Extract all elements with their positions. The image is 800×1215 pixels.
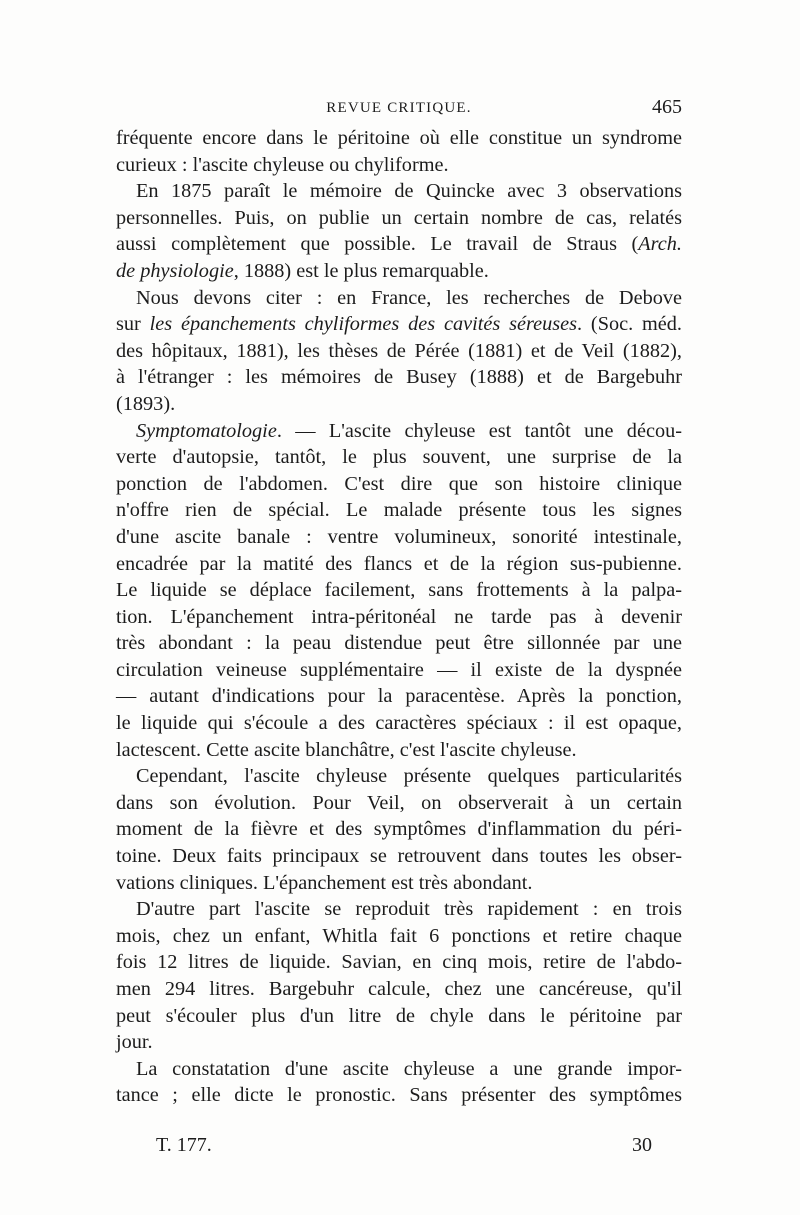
text-segment: d'une ascite banale : ventre volumineux, sonorité intestinale, [116, 525, 682, 548]
italic-text-segment: Arch. [638, 233, 682, 256]
running-title: REVUE CRITIQUE. [326, 100, 472, 116]
text-segment: moment de la fièvre et des symptômes d'inflammation du péri- [116, 818, 682, 841]
text-segment: tion. L'épanchement intra-péritonéal ne tarde pas à devenir [116, 605, 682, 628]
body-text [116, 125, 682, 1109]
text-line [116, 657, 682, 684]
text-segment: n'offre rien de spécial. Le malade présente tous les signes [116, 499, 682, 522]
text-segment: des hôpitaux, 1881), les thèses de Pérée (1881) et de Veil (1882), [116, 339, 682, 362]
text-segment: ponction de l'abdomen. C'est dire que son histoire clinique [116, 472, 682, 495]
text-segment: Nous devons citer : en France, les recherches de Debove [136, 286, 682, 309]
text-line [116, 949, 682, 976]
text-segment: Le liquide se déplace facilement, sans frottements à la palpa- [116, 579, 682, 602]
text-line [116, 444, 682, 471]
text-segment: circulation veineuse supplémentaire — il existe de la dyspnée [116, 658, 682, 681]
text-line [116, 923, 682, 950]
text-segment: . (Soc. méd. [577, 313, 682, 336]
text-line [116, 125, 682, 152]
text-segment: jour. [116, 1031, 153, 1054]
text-segment: vations cliniques. L'épanchement est très abondant. [116, 871, 533, 894]
text-segment: lactescent. Cette ascite blanchâtre, c'est l'ascite chyleuse. [116, 738, 577, 761]
text-segment: dans son évolution. Pour Veil, on observerait à un certain [116, 791, 682, 814]
text-line [116, 1003, 682, 1030]
text-line [116, 364, 682, 391]
text-line [116, 338, 682, 365]
text-line [116, 604, 682, 631]
text-segment: personnelles. Puis, on publie un certain nombre de cas, relatés [116, 206, 682, 229]
text-segment: (1893). [116, 392, 176, 415]
text-line [116, 577, 682, 604]
text-segment: — autant d'indications pour la paracentèse. Après la ponction, [116, 685, 682, 708]
text-segment: La constatation d'une ascite chyleuse a une grande impor- [136, 1057, 682, 1080]
text-line [116, 152, 682, 179]
text-line [116, 630, 682, 657]
text-segment: fréquente encore dans le péritoine où elle constitue un syndrome [116, 127, 682, 149]
page-footer [116, 1134, 682, 1164]
text-line [116, 816, 682, 843]
volume-signature: T. 177. [156, 1134, 212, 1156]
text-segment: Cependant, l'ascite chyleuse présente quelques particularités [136, 765, 682, 788]
text-segment: encadrée par la matité des flancs et de la région sus-pubienne. [116, 552, 682, 575]
text-segment: aussi complètement que possible. Le travail de Straus ( [116, 233, 639, 256]
text-segment: , 1888) est le plus remarquable. [233, 259, 489, 282]
text-line [116, 497, 682, 524]
text-segment: verte d'autopsie, tantôt, le plus souvent, une surprise de la [116, 446, 682, 469]
text-line [116, 205, 682, 232]
text-line [116, 896, 682, 923]
text-line [116, 471, 682, 498]
sheet-number: 30 [632, 1134, 652, 1156]
text-line [116, 790, 682, 817]
text-segment: à l'étranger : les mémoires de Busey (1888) et de Bargebuhr [116, 366, 682, 389]
text-line [116, 311, 682, 338]
text-line [116, 524, 682, 551]
text-line [116, 976, 682, 1003]
text-segment: . — L'ascite chyleuse est tantôt une décou- [276, 419, 682, 442]
text-segment: tance ; elle dicte le pronostic. Sans présenter des symptômes [116, 1084, 682, 1107]
text-segment: très abondant : la peau distendue peut être sillonnée par une [116, 632, 682, 655]
text-segment: peut s'écouler plus d'un litre de chyle dans le péritoine par [116, 1004, 682, 1027]
page-number: 465 [652, 96, 682, 118]
text-line [116, 683, 682, 710]
text-line [116, 551, 682, 578]
text-segment: le liquide qui s'écoule a des caractères spéciaux : il est opaque, [116, 712, 682, 735]
text-line [116, 1029, 682, 1056]
italic-text-segment: les épanchements chyliformes des cavités séreuses [149, 313, 578, 336]
text-segment: toine. Deux faits principaux se retrouvent dans toutes les obser- [116, 845, 682, 868]
text-line [116, 870, 682, 897]
text-line [116, 763, 682, 790]
text-line [116, 418, 682, 445]
text-line [116, 285, 682, 312]
text-segment: men 294 litres. Bargebuhr calcule, chez une cancéreuse, qu'il [116, 978, 682, 1000]
text-line [116, 843, 682, 870]
text-line [116, 231, 682, 258]
italic-text-segment: Symptomatologie [136, 419, 277, 442]
text-line [116, 258, 682, 285]
text-segment: D'autre part l'ascite se reproduit très rapidement : en trois [136, 898, 682, 921]
italic-text-segment: de physiologie [116, 259, 234, 282]
text-segment: curieux : l'ascite chyleuse ou chyliforme. [116, 153, 449, 176]
text-line [116, 1082, 682, 1109]
text-segment: mois, chez un enfant, Whitla fait 6 ponctions et retire chaque [116, 924, 682, 947]
text-line [116, 710, 682, 737]
text-segment: fois 12 litres de liquide. Savian, en cinq mois, retire de l'abdo- [116, 951, 682, 974]
text-line [116, 1056, 682, 1083]
text-segment: En 1875 paraît le mémoire de Quincke avec 3 observations [136, 180, 682, 203]
text-line [116, 391, 682, 418]
text-line [116, 737, 682, 764]
text-segment: sur [116, 313, 150, 336]
text-line [116, 178, 682, 205]
running-head [116, 96, 682, 126]
